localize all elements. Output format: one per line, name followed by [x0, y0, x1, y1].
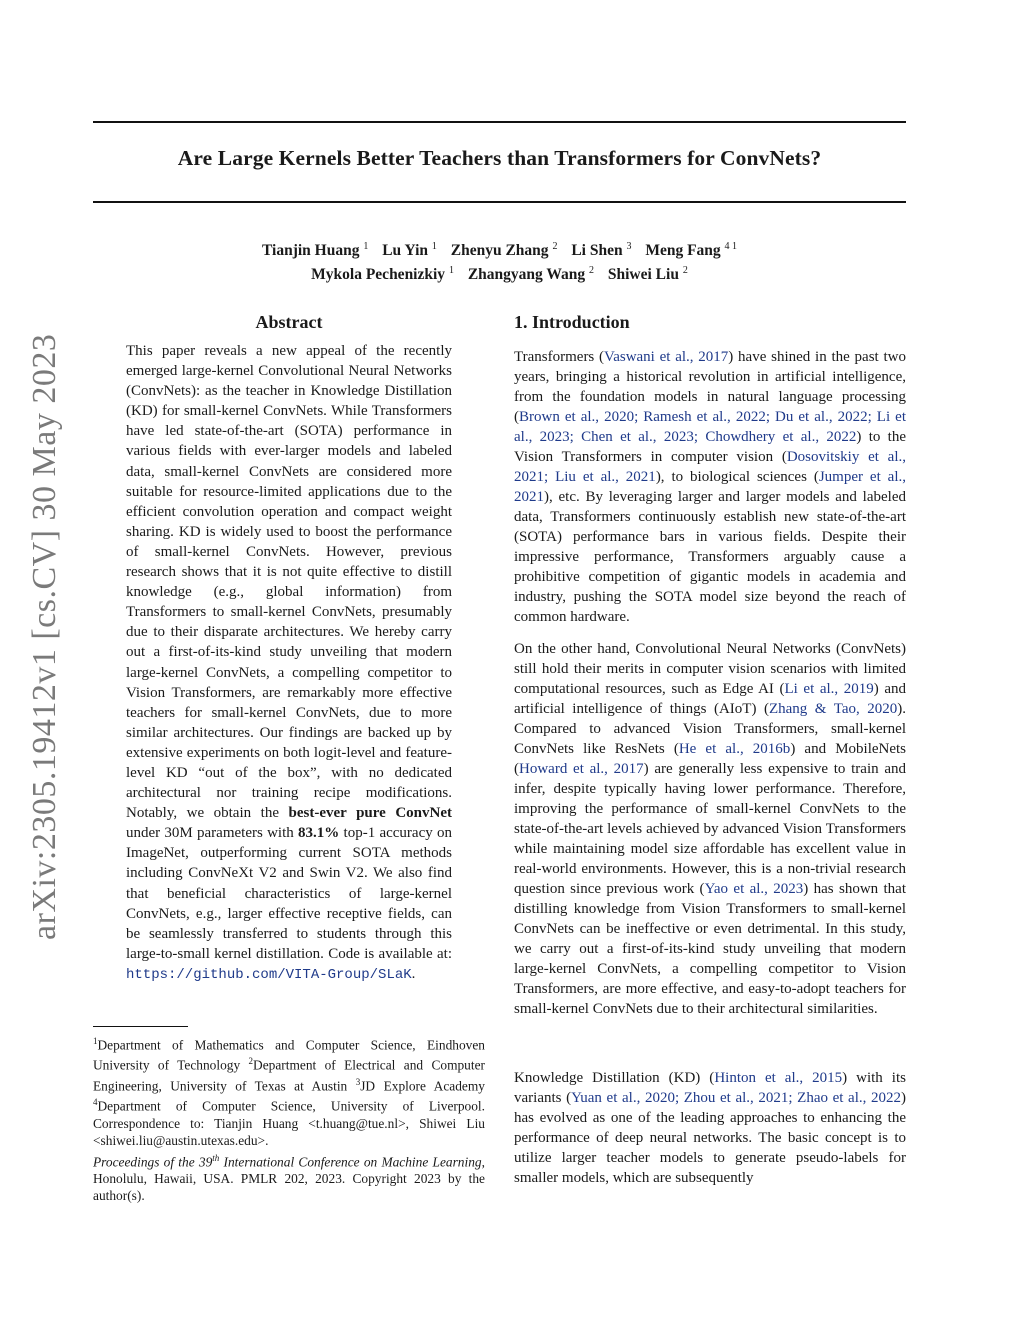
paragraph-text: ) has shown that distilling knowledge from Vision Transformers to small-kernel ConvNets can be ineffective or even detrimental. In this study, we carry out a first-of-its-kind study unveiling that modern large-kernel ConvNets, a compelling competitor to Vision Transformers, are more effective, and easy-to-adopt teachers for small-kernel ConvNets due to their architectural similarities. — [514, 881, 907, 1017]
paragraph-text: ). Compared to advanced Vision Transformers, small-kernel ConvNets like ResNets ( — [514, 701, 906, 757]
citation-link[interactable]: Zhang & Tao, 2020 — [768, 701, 898, 717]
intro-paragraph-1 — [514, 347, 906, 627]
author: Shiwei Liu $^2$ — [607, 265, 688, 284]
citation-link[interactable]: Li et al., 2019 — [784, 681, 874, 697]
author-line-2 — [93, 261, 906, 285]
author: Mykola Pechenizkiy $^1$ — [311, 265, 454, 284]
abstract-bold-accuracy: 83.1% — [298, 825, 340, 842]
citation-link[interactable]: Yuan et al., 2020; Zhou et al., 2021; Zhao et al., 2022 — [571, 1090, 901, 1106]
citation-link[interactable]: He et al., 2016b — [678, 741, 791, 757]
citation-link[interactable]: Dosovitskiy et al., 2021; Liu et al., 2021 — [514, 449, 906, 485]
citation-link[interactable]: Vaswani et al., 2017 — [604, 349, 729, 365]
paragraph-text: ), to biological sciences ( — [655, 469, 819, 485]
paragraph-text: ) have shined in the past two years, bringing a historical revolution in artificial intelligence, from the foundation models in natural language processing ( — [514, 349, 906, 425]
arxiv-stamp: arXiv:2305.19412v1 [cs.CV] 30 May 2023 — [26, 333, 63, 940]
citation-link[interactable]: Brown et al., 2020; Ramesh et al., 2022; Du et al., 2022; Li et al., 2023; Chen et al., 2023; Chowdhery et al., 2022 — [514, 409, 906, 445]
citation-link[interactable]: Jumper et al., 2021 — [514, 469, 906, 505]
proceedings-note: Proceedings of the 39th International Conference on Machine Learning, Honolulu, Hawaii, USA. PMLR 202, 2023. Copyright 2023 by the author(s). — [93, 1153, 485, 1204]
paragraph-text: ) and artificial intelligence of things (AIoT) ( — [514, 681, 906, 717]
author: Lu Yin $^1$ — [382, 241, 437, 260]
paragraph-text: Knowledge Distillation (KD) ( — [514, 1070, 715, 1086]
introduction-heading: 1. Introduction — [514, 312, 630, 332]
author: Zhangyang Wang $^2$ — [467, 265, 594, 284]
paragraph-text: ) are generally less expensive to train and infer, despite typically having lower performance. Therefore, improving the performance of small-kernel ConvNets to the state-of-the-art levels achieved by advanced Vision Transformers while maintaining model size affordable has excellent value in real-world environments. However, this is a non-trivial research question since previous work ( — [514, 761, 906, 897]
author-list — [93, 237, 906, 285]
paper-title: Are Large Kernels Better Teachers than Transformers for ConvNets? — [177, 146, 822, 170]
affiliation-footnote: $^1$Department of Mathematics and Computer Science, Eindhoven University of Technology $^2$Department of Electrical and Computer Engineering, University of Texas at Austin $^3$JD Explore Academy $^4$Department of Computer Science, University of Liverpool. Correspondence to: Tianjin Huang <t.huang@tue.nl>, Shiwei Liu <shiwei.liu@austin.utexas.edu>. — [93, 1036, 485, 1148]
abstract-bold-result: best-ever pure ConvNet — [288, 805, 452, 822]
footnote-rule — [93, 1026, 188, 1027]
abstract-body: This paper reveals a new appeal of the recently emerged large-kernel Convolutional Neural Networks (ConvNets): as the teacher in Knowledge Distillation (KD) for small-kernel ConvNets. While Transformers have led state-of-the-art (SOTA) performance in various fields with ever-larger models and labeled data, small-kernel ConvNets are considered more suitable for resource-limited applications due to the efficient convolution operation and compact weight sharing. KD is widely used to boost the performance of small-kernel ConvNets. However, previous research shows that it is not quite effective to distill knowledge (e.g., global information) from Transformers to small-kernel ConvNets, presumably due to their disparate architectures. We hereby carry out a first-of-its-kind study unveiling that modern large-kernel ConvNets, a compelling competitor to Vision Transformers, are remarkably more effective teachers for small-kernel ConvNets, due to more similar architectures. Our findings are backed up by extensive experiments on both logit-level and feature-level KD “out of the box”, with no dedicated architectural nor training recipe modifications. Notably, we obtain the best-ever pure ConvNet under 30M parameters with 83.1% top-1 accuracy on ImageNet, outperforming current SOTA methods including ConvNeXt V2 and Swin V2. We also find that beneficial characteristics of large-kernel ConvNets, e.g., larger effective receptive fields, can be seamlessly transferred to students through this large-to-small kernel distillation. Code is available at: https://github.com/VITA-Group/SLaK. — [126, 343, 453, 983]
citation-link[interactable]: Yao et al., 2023 — [704, 881, 804, 897]
author-line-1 — [93, 237, 906, 261]
abstract-heading: Abstract — [255, 312, 323, 332]
intro-paragraph-3 — [514, 1068, 906, 1188]
paragraph-text: ), etc. By leveraging larger and larger models and labeled data, Transformers continuously establish new state-of-the-art (SOTA) performance bars in various fields. Despite their impressive performance, Transformers arguably cause a prohibitive competition of gigantic models in academia and industry, pushing the SOTA model size beyond the reach of common hardware. — [514, 489, 906, 625]
author: Tianjin Huang $^1$ — [261, 241, 369, 260]
intro-paragraph-2 — [514, 639, 906, 1019]
paragraph-text: On the other hand, Convolutional Neural Networks (ConvNets) still hold their merits in computer vision scenarios with limited computational resources, such as Edge AI ( — [514, 641, 906, 697]
citation-link[interactable]: Howard et al., 2017 — [519, 761, 644, 777]
code-link[interactable]: https://github.com/VITA-Group/SLaK — [126, 966, 412, 983]
author: Zhenyu Zhang $^2$ — [450, 241, 558, 260]
title-rule-bottom — [93, 201, 906, 203]
paragraph-text: ) to the Vision Transformers in computer vision ( — [514, 429, 906, 465]
paragraph-text: Transformers ( — [514, 349, 605, 365]
author: Li Shen $^3$ — [571, 241, 632, 260]
paragraph-text: ) has evolved as one of the leading approaches to enhancing the performance of deep neural networks. The basic concept is to utilize larger teacher models to generate pseudo-labels for smaller models, which are subsequently — [514, 1090, 906, 1186]
paragraph-text: ) with its variants ( — [514, 1070, 906, 1106]
paragraph-text: ) and MobileNets ( — [514, 741, 907, 777]
title-rule-top — [93, 121, 906, 123]
author: Meng Fang $^{4 1}$ — [645, 241, 738, 260]
citation-link[interactable]: Hinton et al., 2015 — [714, 1070, 843, 1086]
